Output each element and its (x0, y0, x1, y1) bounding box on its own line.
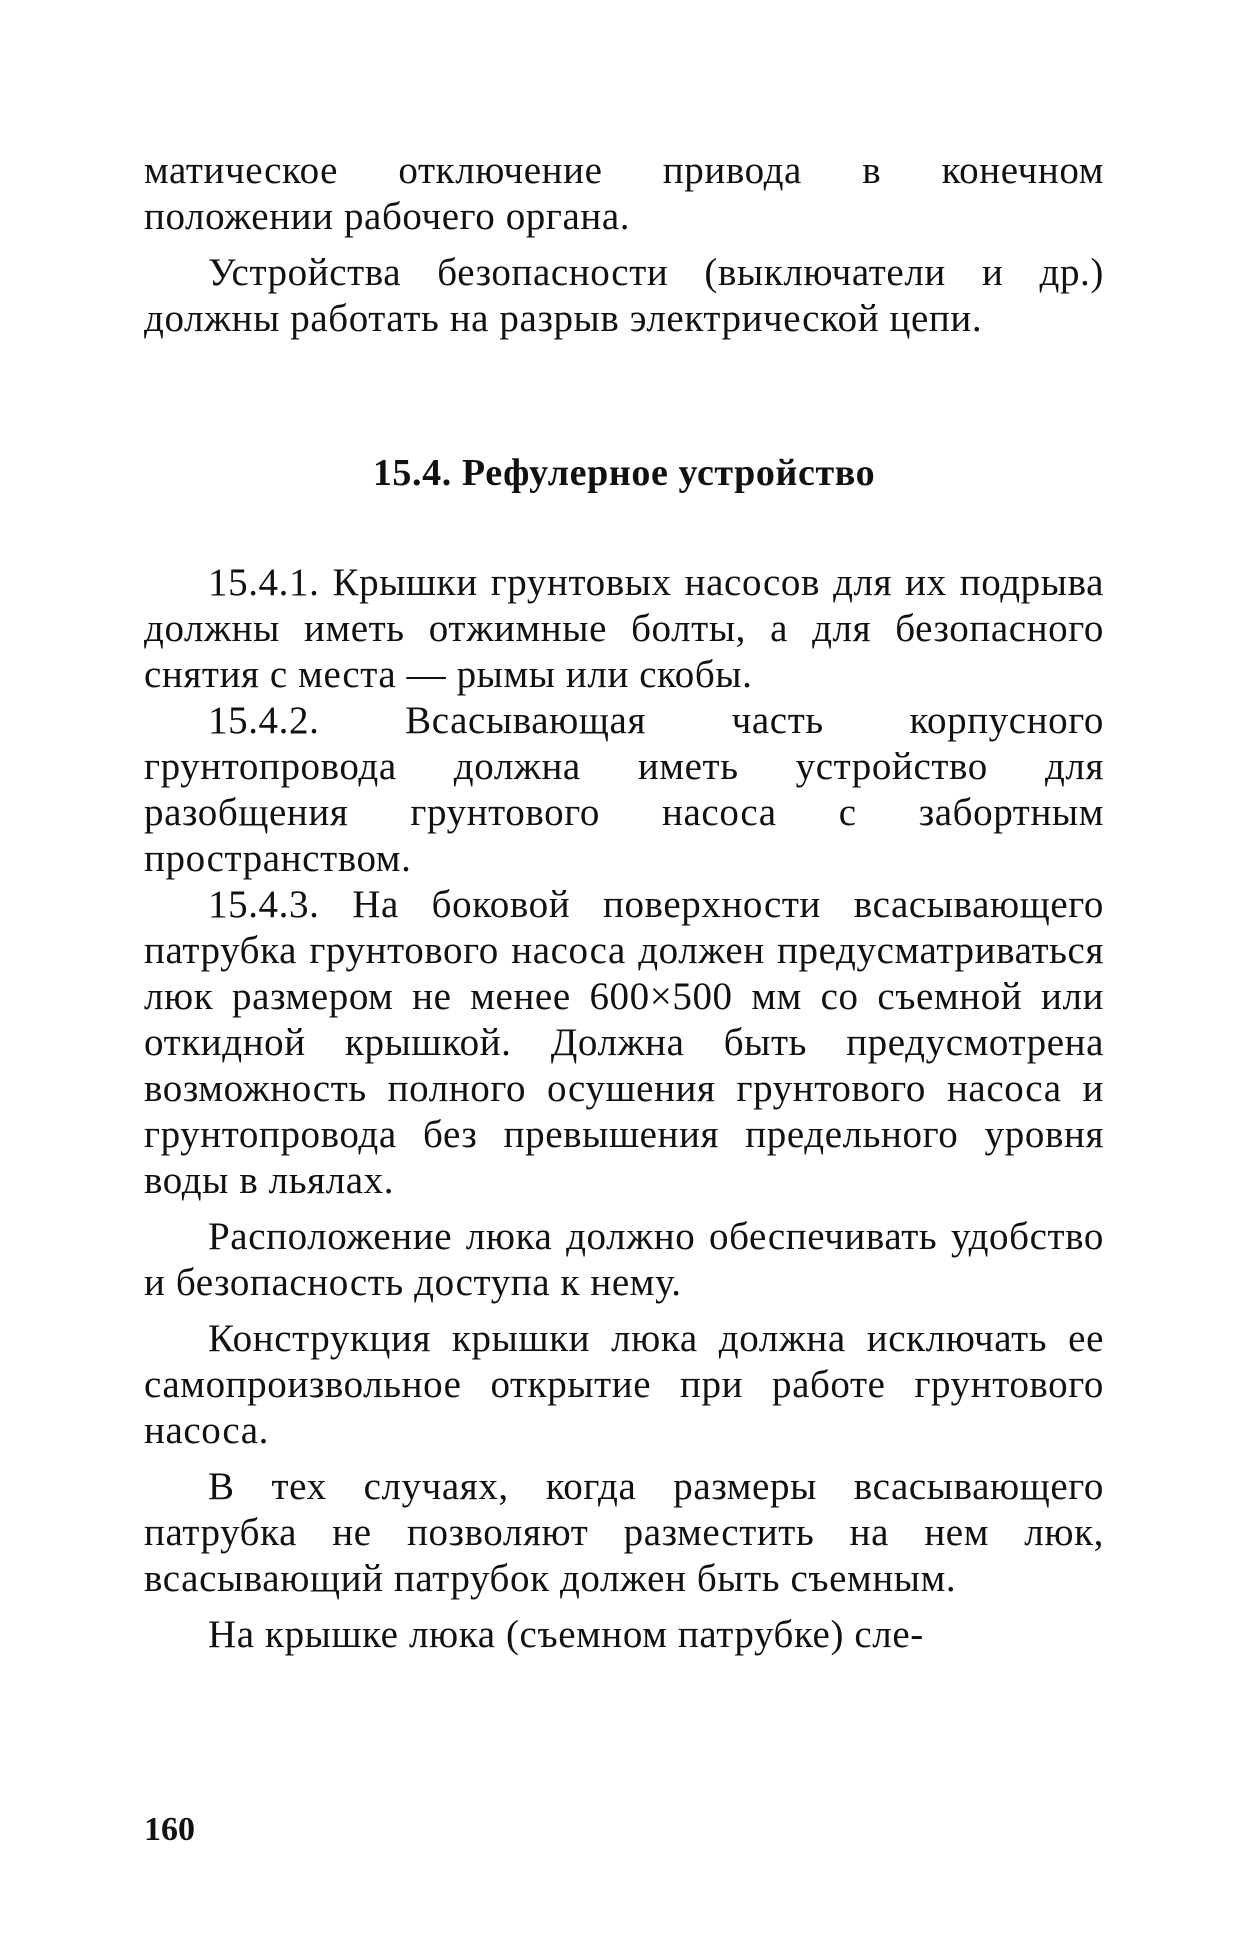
paragraph: 15.4.3. На боковой поверхности всасывающего патрубка грунтового насоса должен предусматриваться люк размером не менее 600×500 мм со съемной или откидной крышкой. Должна быть предусмотрена возможность полного осушения грунтового насоса и грунтопровода без превышения предельного уровня воды в льялах. (144, 883, 1104, 1202)
section-heading: 15.4. Рефулерное устройство (372, 452, 876, 494)
paragraph: 15.4.1. Крышки грунтовых насосов для их подрыва должны иметь отжимные болты, а для безопасного снятия с места — рымы или скобы. (144, 561, 1104, 696)
section-text (144, 560, 1104, 1658)
paragraph: Устройства безопасности (выключатели и др.) должны работать на разрыв электрической цепи. (144, 251, 1104, 340)
page-number: 160 (144, 1811, 195, 1848)
paragraph: 15.4.2. Всасывающая часть корпусного грунтопровода должна иметь устройство для разобщения грунтового насоса с забортным пространством. (144, 699, 1104, 880)
paragraph: На крышке люка (съемном патрубке) сле- (208, 1613, 924, 1656)
paragraph: матическое отключение привода в конечном положении рабочего органа. (144, 149, 1104, 238)
intro-text (144, 148, 1104, 342)
paragraph: В тех случаях, когда размеры всасывающего патрубка не позволяют разместить на нем люк, всасывающий патрубок должен быть съемным. (144, 1465, 1104, 1600)
paragraph: Расположение люка должно обеспечивать удобство и безопасность доступа к нему. (144, 1215, 1104, 1304)
paragraph: Конструкция крышки люка должна исключать ее самопроизвольное открытие при работе грунтового насоса. (144, 1317, 1104, 1452)
